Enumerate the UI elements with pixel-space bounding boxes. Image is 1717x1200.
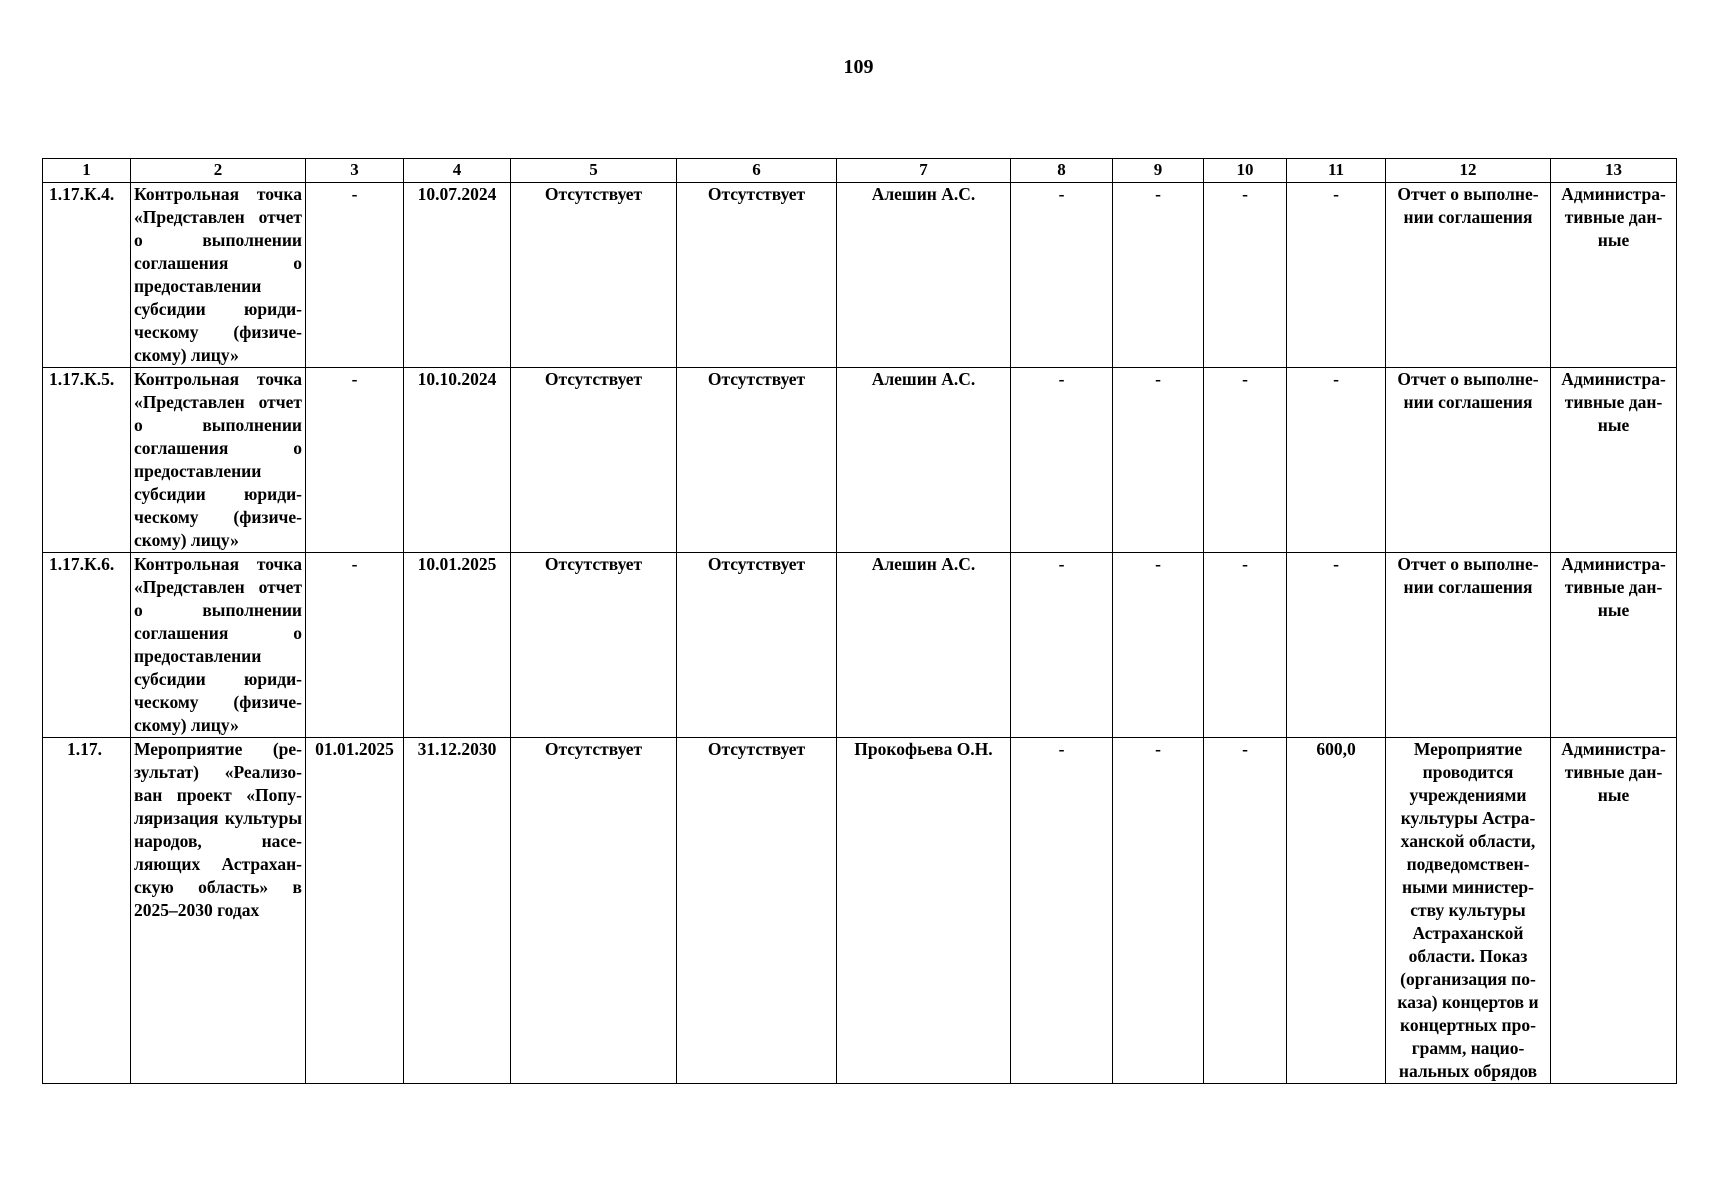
row-col10: - xyxy=(1204,553,1287,738)
row-number: 1.17.К.4. xyxy=(43,183,131,368)
column-header: 7 xyxy=(837,159,1011,183)
row-col5: Отсутствует xyxy=(511,553,677,738)
row-col8: - xyxy=(1011,738,1113,1084)
row-col10: - xyxy=(1204,368,1287,553)
row-col6: Отсутствует xyxy=(677,738,837,1084)
row-col13: Административные данные xyxy=(1551,553,1677,738)
row-col9: - xyxy=(1113,183,1204,368)
row-col13: Административные данные xyxy=(1551,368,1677,553)
column-header: 4 xyxy=(404,159,511,183)
row-end-date: 10.10.2024 xyxy=(404,368,511,553)
table-row xyxy=(43,368,1677,553)
row-col9: - xyxy=(1113,368,1204,553)
row-col5: Отсутствует xyxy=(511,738,677,1084)
row-col8: - xyxy=(1011,183,1113,368)
row-col11: - xyxy=(1287,553,1386,738)
row-col11: 600,0 xyxy=(1287,738,1386,1084)
row-col8: - xyxy=(1011,553,1113,738)
column-header: 8 xyxy=(1011,159,1113,183)
column-header: 1 xyxy=(43,159,131,183)
row-col6: Отсутствует xyxy=(677,553,837,738)
row-responsible: Алешин А.С. xyxy=(837,368,1011,553)
row-end-date: 10.01.2025 xyxy=(404,553,511,738)
row-number: 1.17.К.6. xyxy=(43,553,131,738)
column-header: 9 xyxy=(1113,159,1204,183)
row-end-date: 10.07.2024 xyxy=(404,183,511,368)
row-start-date: - xyxy=(306,553,404,738)
row-responsible: Прокофьева О.Н. xyxy=(837,738,1011,1084)
row-name: Контрольная точка «Представлен отчет о выполнении соглашения о предоставлении субсидии юридическому (физическому) лицу» xyxy=(131,183,306,368)
table-row xyxy=(43,183,1677,368)
table-row xyxy=(43,553,1677,738)
row-responsible: Алешин А.С. xyxy=(837,553,1011,738)
column-header: 13 xyxy=(1551,159,1677,183)
row-col5: Отсутствует xyxy=(511,368,677,553)
row-col5: Отсутствует xyxy=(511,183,677,368)
row-col10: - xyxy=(1204,738,1287,1084)
row-number: 1.17.К.5. xyxy=(43,368,131,553)
row-start-date: 01.01.2025 xyxy=(306,738,404,1084)
header-row xyxy=(43,159,1677,183)
plan-table xyxy=(42,158,1677,1084)
row-col13: Административные данные xyxy=(1551,738,1677,1084)
row-col12: Отчет о выполнении соглашения xyxy=(1386,368,1551,553)
row-name: Контрольная точка «Представлен отчет о выполнении соглашения о предоставлении субсидии юридическому (физическому) лицу» xyxy=(131,368,306,553)
row-start-date: - xyxy=(306,368,404,553)
page-number: 109 xyxy=(843,56,874,78)
row-name: Контрольная точка «Представлен отчет о выполнении соглашения о предоставлении субсидии юридическому (физическому) лицу» xyxy=(131,553,306,738)
row-col10: - xyxy=(1204,183,1287,368)
row-col6: Отсутствует xyxy=(677,183,837,368)
row-responsible: Алешин А.С. xyxy=(837,183,1011,368)
column-header: 2 xyxy=(131,159,306,183)
row-col11: - xyxy=(1287,368,1386,553)
column-header: 3 xyxy=(306,159,404,183)
row-col12: Отчет о выполнении соглашения xyxy=(1386,183,1551,368)
column-header: 5 xyxy=(511,159,677,183)
table-row xyxy=(43,738,1677,1084)
row-col11: - xyxy=(1287,183,1386,368)
row-start-date: - xyxy=(306,183,404,368)
row-col9: - xyxy=(1113,553,1204,738)
row-col6: Отсутствует xyxy=(677,368,837,553)
row-col12: Отчет о выполнении соглашения xyxy=(1386,553,1551,738)
row-col9: - xyxy=(1113,738,1204,1084)
column-header: 11 xyxy=(1287,159,1386,183)
row-end-date: 31.12.2030 xyxy=(404,738,511,1084)
row-col12: Мероприятие проводится учреждениями культуры Астраханской области, подведомственными министерству культуры Астраханской области. Показ (организация показа) концертов и концертных программ, национальных обрядов xyxy=(1386,738,1551,1084)
row-number: 1.17. xyxy=(43,738,131,1084)
column-header: 6 xyxy=(677,159,837,183)
row-col13: Административные данные xyxy=(1551,183,1677,368)
column-header: 12 xyxy=(1386,159,1551,183)
column-header: 10 xyxy=(1204,159,1287,183)
row-name: Мероприятие (результат) «Реализован проект «Популяризация культуры народов, населяющих Астраханскую область» в 2025–2030 годах xyxy=(131,738,306,1084)
row-col8: - xyxy=(1011,368,1113,553)
